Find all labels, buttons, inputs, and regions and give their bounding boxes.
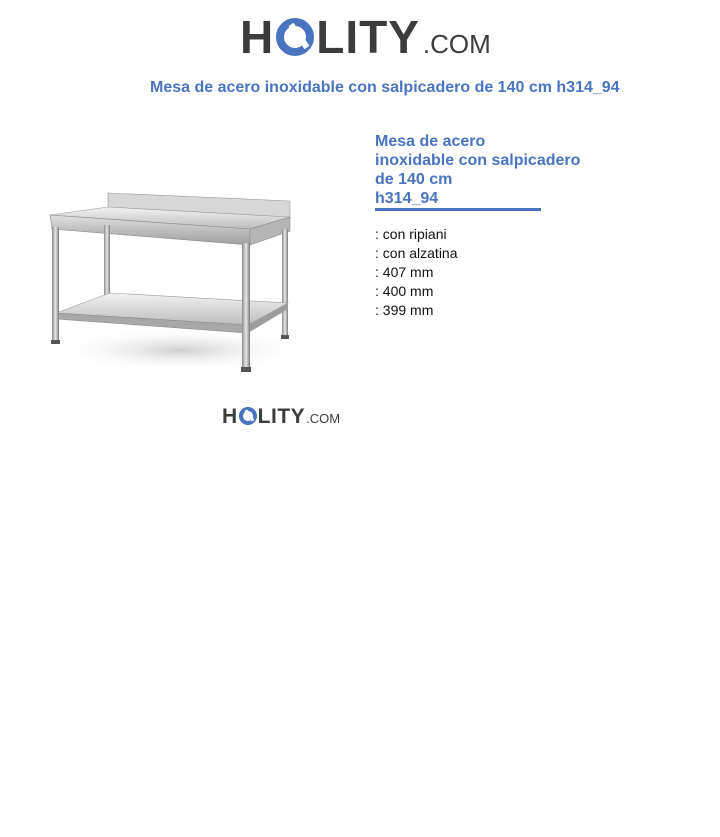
logo-o-icon [276, 18, 314, 56]
page-title: Mesa de acero inoxidable con salpicadero de 140 cm h314_94 [150, 79, 620, 96]
holity-logo [240, 12, 491, 69]
logo-text: LITY [257, 405, 306, 428]
title-underline [375, 208, 541, 211]
logo-domain: .COM [422, 29, 491, 59]
spec-item: : 399 mm [375, 302, 434, 318]
product-details [375, 132, 615, 320]
spec-list [375, 225, 615, 320]
spec-item: : con ripiani [375, 226, 447, 242]
spec-item: : con alzatina [375, 245, 458, 261]
product-code: h314_94 [375, 190, 439, 207]
logo-letter-h: H [240, 11, 275, 63]
spec-item: : 400 mm [375, 283, 434, 299]
product-title-line: de 140 cm [375, 171, 453, 188]
product-title [375, 132, 615, 208]
product-title-line: Mesa de acero [375, 133, 486, 150]
product-image [40, 185, 305, 380]
logo-domain: .COM [306, 411, 341, 426]
logo-text: LITY [316, 11, 420, 63]
logo-o-icon [239, 407, 257, 425]
holity-logo-small [222, 405, 340, 431]
product-title-line: inoxidable con salpicadero [375, 152, 581, 169]
spec-item: : 407 mm [375, 264, 434, 280]
logo-letter-h: H [222, 405, 238, 428]
